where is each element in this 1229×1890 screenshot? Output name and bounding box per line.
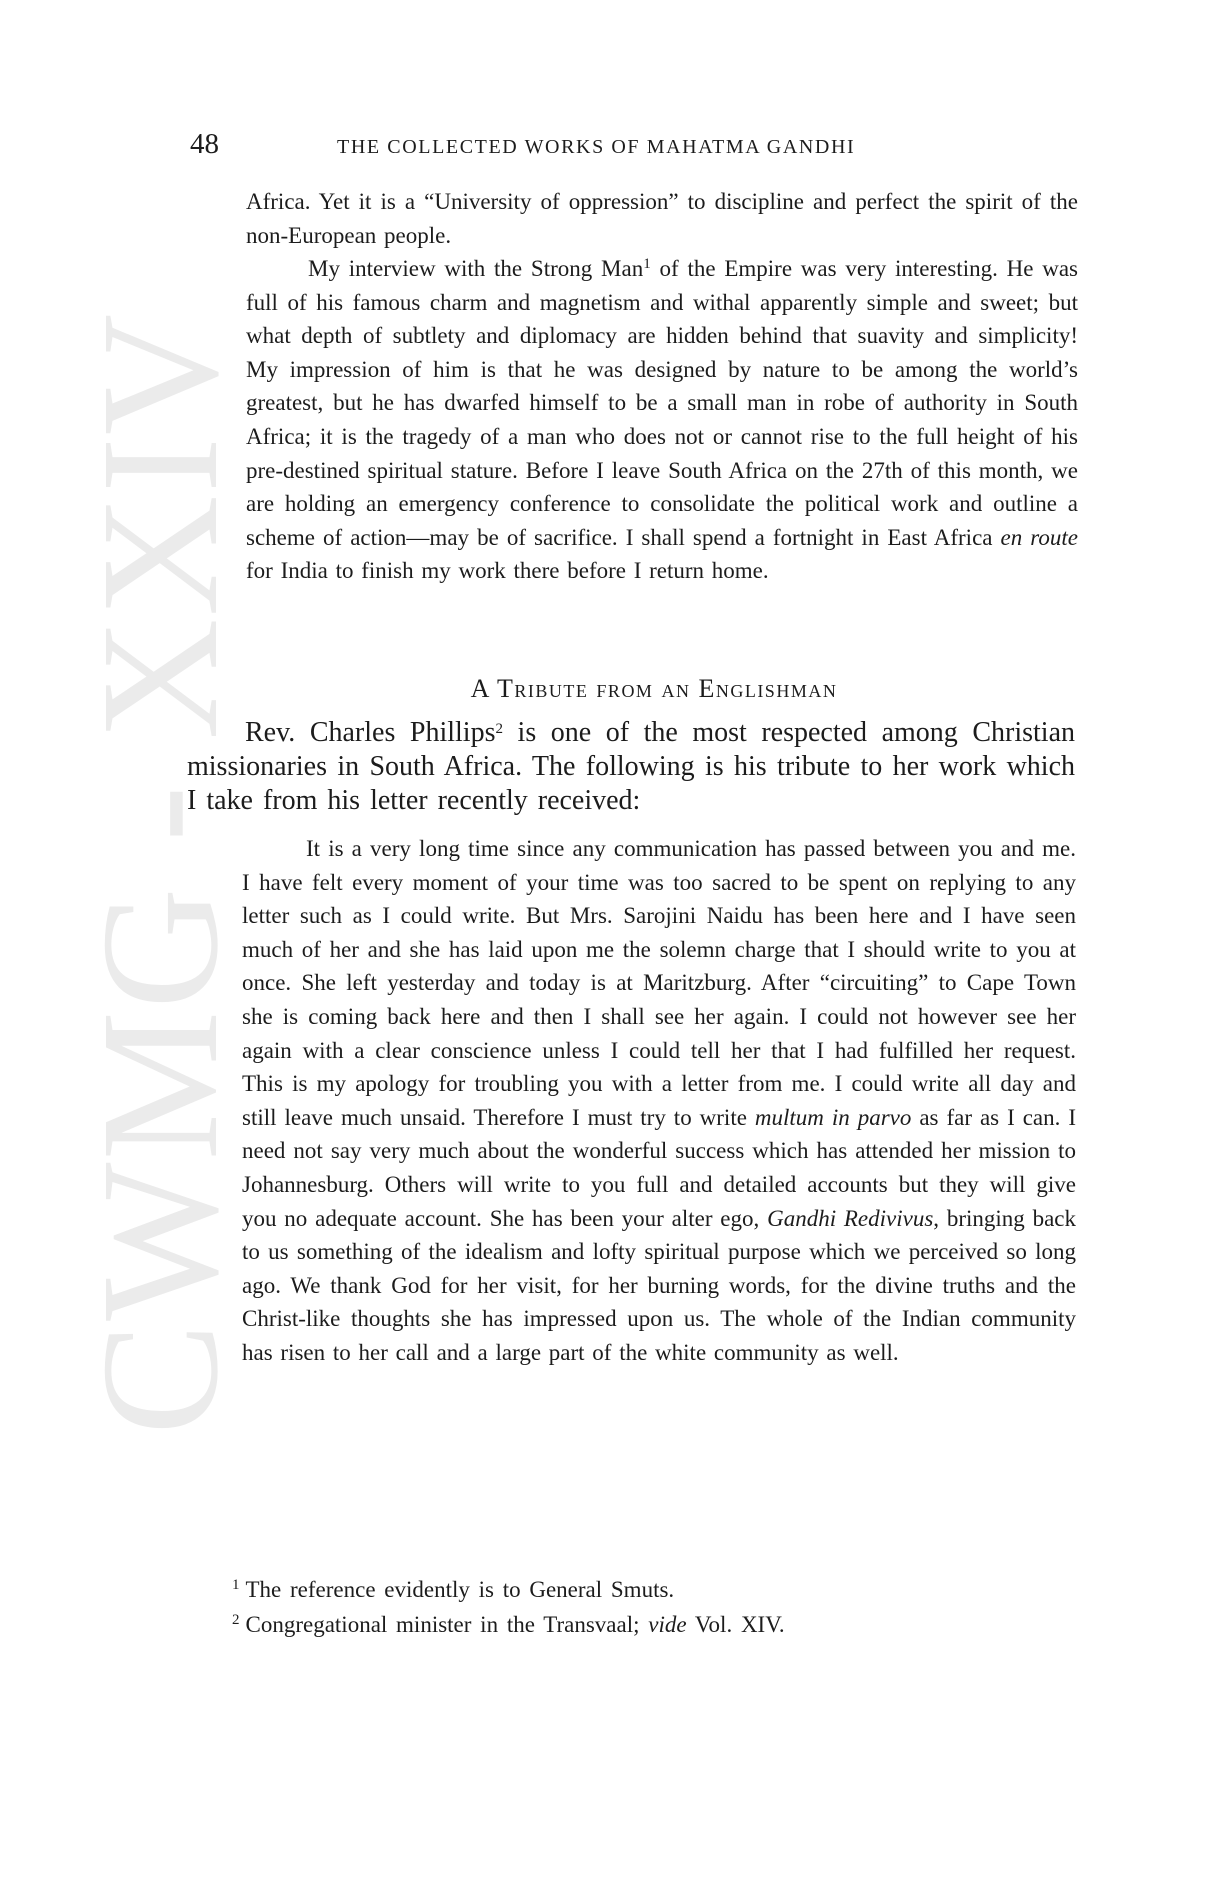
running-title: THE COLLECTED WORKS OF MAHATMA GANDHI: [337, 136, 856, 158]
footnote-1-text: The reference evidently is to General Smuts.: [245, 1577, 675, 1602]
footnote-ref-1: 1: [643, 256, 651, 272]
footnote-2-text-a: Congregational minister in the Transvaal;: [245, 1612, 649, 1637]
paragraph-3-text-a: Rev. Charles Phillips: [245, 717, 496, 748]
footnotes: [232, 1570, 785, 1640]
page-number: 48: [190, 128, 219, 160]
letter-quote-italic-2: Gandhi Redivivus: [767, 1205, 934, 1231]
letter-quote-text-b: as far as I can. I need not say very much about the wonderful success which has attended her mission to Johannesburg. Others will write to you full and detailed accounts but they will give you no adequate account. She has been your alter ego,: [242, 1104, 1076, 1231]
letter-quote-italic-1: multum in parvo: [754, 1104, 912, 1130]
paragraph-1: [246, 185, 1078, 252]
section-heading: A Tribute from an Englishman: [470, 674, 838, 703]
letter-quote-text-c: , bringing back to us something of the idealism and lofty spiritual purpose which we perceived so long ago. We thank God for her visit, for her burning words, for the divine truths and the Christ-like thoughts she has impressed upon us. The whole of the Indian community has risen to her call and a large part of the white community as well.: [242, 1205, 1077, 1365]
footnote-2: [232, 1605, 785, 1640]
paragraph-2-text-c: for India to finish my work there before I return home.: [246, 558, 769, 584]
footnote-2-italic: vide: [648, 1612, 687, 1637]
watermark-text: CWMG - XXIV: [67, 311, 253, 1435]
footnote-ref-2: 2: [495, 721, 503, 737]
paragraph-2-text-a: My interview with the Strong Man: [308, 256, 644, 281]
footnote-1: [232, 1570, 785, 1605]
paragraph-3-text-b: is one of the most respected among Christian missionaries in South Africa. The following is his tribute to her work which I take from his letter recently received:: [187, 717, 1076, 816]
letter-quote-text-a: It is a very long time since any communication has passed between you and me. I have felt every moment of your time was too sacred to be spent on replying to any letter such as I could write. But Mrs. Sarojini Naidu has been here and I have seen much of her and she has laid upon me the solemn charge that I should write to you at once. She left yesterday and today is at Maritzburg. After “circuiting” to Cape Town she is coming back here and then I shall see her again. I could not however see her again with a clear conscience unless I could tell her that I had fulfilled her request. This is my apology for troubling you with a letter from me. I could write all day and still leave much unsaid. Therefore I must try to write: [242, 836, 1076, 1130]
watermark: [67, 311, 253, 1435]
footnote-2-marker: 2: [232, 1612, 240, 1628]
letter-quote: [242, 832, 1076, 1370]
paragraph-2-text-b: of the Empire was very interesting. He was full of his famous charm and magnetism and withal apparently simple and sweet; but what depth of subtlety and diplomacy are hidden behind that suavity and simplicity! My impression of him is that he was designed by nature to be among the world’s greatest, but he has dwarfed himself to be a small man in robe of authority in South Africa; it is the tragedy of a man who does not or cannot rise to the full height of his pre-destined spiritual stature. Before I leave South Africa on the 27th of this month, we are holding an emergency conference to consolidate the political work and outline a scheme of action—may be of sacrifice. I shall spend a fortnight in East Africa: [246, 256, 1078, 550]
paragraph-2: [246, 252, 1078, 588]
paragraph-1-text: Africa. Yet it is a “University of oppression” to discipline and perfect the spirit of the non-European people.: [246, 189, 1078, 248]
footnote-2-text-b: Vol. XIV.: [686, 1612, 785, 1637]
paragraph-2-italic: en route: [1000, 524, 1079, 550]
footnote-1-marker: 1: [232, 1577, 240, 1593]
paragraph-3: [187, 716, 1075, 818]
page-header: [190, 128, 1090, 168]
